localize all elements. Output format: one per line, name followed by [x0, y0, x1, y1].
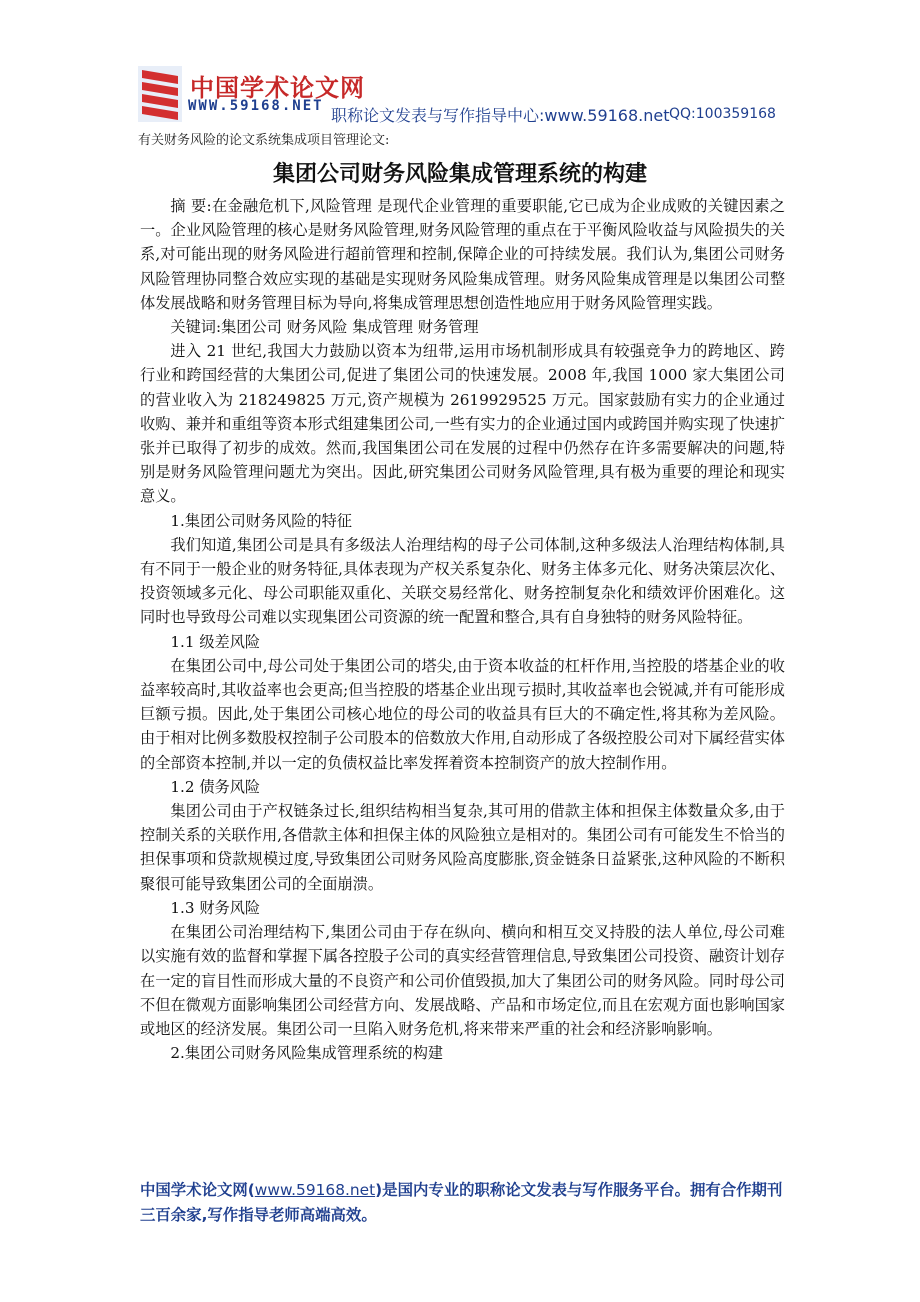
- subtitle: 有关财务风险的论文系统集成项目管理论文:: [138, 133, 390, 148]
- logo-mark-icon: [138, 66, 182, 122]
- section-heading: 1.3 财务风险: [170, 898, 261, 917]
- body-paragraph: 在集团公司治理结构下,集团公司由于存在纵向、横向和相互交叉持股的法人单位,母公司难以实施有效的监督和掌握下属各控股子公司的真实经营管理信息,导致集团公司投资、融资计划存在一定的盲目性而形成大量的不良资产和公司价值毁损,加大了集团公司的财务风险。同时母公司不但在微观方面影响集团公司经营方向、发展战略、产品和市场定位,而且在宏观方面也影响国家或地区的经济发展。集团公司一旦陷入财务危机,将来带来严重的社会和经济影响影响。: [140, 923, 785, 1038]
- page-title: 集团公司财务风险集成管理系统的构建: [272, 162, 647, 187]
- logo-url: WWW.59168.NET: [188, 98, 324, 114]
- abstract-paragraph: 摘 要:在金融危机下,风险管理 是现代企业管理的重要职能,它已成为企业成败的关键因素之一。企业风险管理的核心是财务风险管理,财务风险管理的重点在于平衡风险收益与风险损失的关系,对可能出现的财务风险进行超前管理和控制,保障企业的可持续发展。我们认为,集团公司财务风险管理协同整合效应实现的基础是实现财务风险集成管理。财务风险集成管理是以集团公司整体发展战略和财务管理目标为导向,将集成管理思想创造性地应用于财务风险管理实践。: [140, 197, 785, 312]
- body-paragraph: 在集团公司中,母公司处于集团公司的塔尖,由于资本收益的杠杆作用,当控股的塔基企业的收益率较高时,其收益率也会更高;但当控股的塔基企业出现亏损时,其收益率也会锐减,并有可能形成巨额亏损。因此,处于集团公司核心地位的母公司的收益具有巨大的不确定性,将其称为差风险。由于相对比例多数股权控制子公司股本的倍数放大作用,自动形成了各级控股公司对下属经营实体的全部资本控制,并以一定的负债权益比率发挥着资本控制资产的放大控制作用。: [140, 656, 785, 772]
- intro-paragraph: 进入 21 世纪,我国大力鼓励以资本为纽带,运用市场机制形成具有较强竞争力的跨地区、跨行业和跨国经营的大集团公司,促进了集团公司的快速发展。2008 年,我国 1000 家大集团公司的营业收入为 218249825 万元,资产规模为 2619929525 万元。国家鼓励有实力的企业通过收购、兼并和重组等资本形式组建集团公司,一些有实力的企业通过国内或跨国并购实现了快速扩张并已取得了初步的成效。然而,我国集团公司在发展的过程中仍然存在许多需要解决的问题,特别是财务风险管理问题尤为突出。因此,研究集团公司财务风险管理,具有极为重要的理论和现实意义。: [140, 342, 785, 506]
- section-heading: 1.集团公司财务风险的特征: [170, 511, 352, 530]
- article-body: [140, 194, 785, 1065]
- footer-promo: [140, 1178, 790, 1228]
- header-center-link[interactable]: 职称论文发表与写作指导中心:www.59168.net: [331, 106, 670, 125]
- header-qq: QQ:100359168: [669, 106, 776, 122]
- body-paragraph: 集团公司由于产权链条过长,组织结构相当复杂,其可用的借款主体和担保主体数量众多,由于控制关系的关联作用,各借款主体和担保主体的风险独立是相对的。集团公司有可能发生不恰当的担保事项和贷款规模过度,导致集团公司财务风险高度膨胀,资金链条日益紧张,这种风险的不断积聚很可能导致集团公司的全面崩溃。: [140, 802, 785, 893]
- footer-text: )是国内专业的职称论文发表与写作服务平台。拥有合作期刊三百余家,写作指导老师高端高效。: [140, 1181, 783, 1224]
- logo-text: 中国学术论文网: [190, 74, 365, 102]
- section-heading: 1.1 级差风险: [170, 632, 261, 651]
- body-paragraph: 我们知道,集团公司是具有多级法人治理结构的母子公司体制,这种多级法人治理结构体制,具有不同于一般企业的财务特征,具体表现为产权关系复杂化、财务主体多元化、财务决策层次化、投资领域多元化、母公司职能双重化、关联交易经常化、财务控制复杂化和绩效评价困难化。这同时也导致母公司难以实现集团公司资源的统一配置和整合,具有自身独特的财务风险特征。: [140, 535, 785, 627]
- page-header: [138, 64, 838, 126]
- footer-link[interactable]: www.59168.net: [254, 1181, 376, 1199]
- site-logo[interactable]: [138, 64, 365, 124]
- section-heading: 1.2 债务风险: [170, 777, 261, 796]
- section-heading: 2.集团公司财务风险集成管理系统的构建: [170, 1044, 444, 1063]
- keywords-paragraph: 关键词:集团公司 财务风险 集成管理 财务管理: [170, 318, 479, 337]
- footer-text: 中国学术论文网(: [140, 1181, 255, 1199]
